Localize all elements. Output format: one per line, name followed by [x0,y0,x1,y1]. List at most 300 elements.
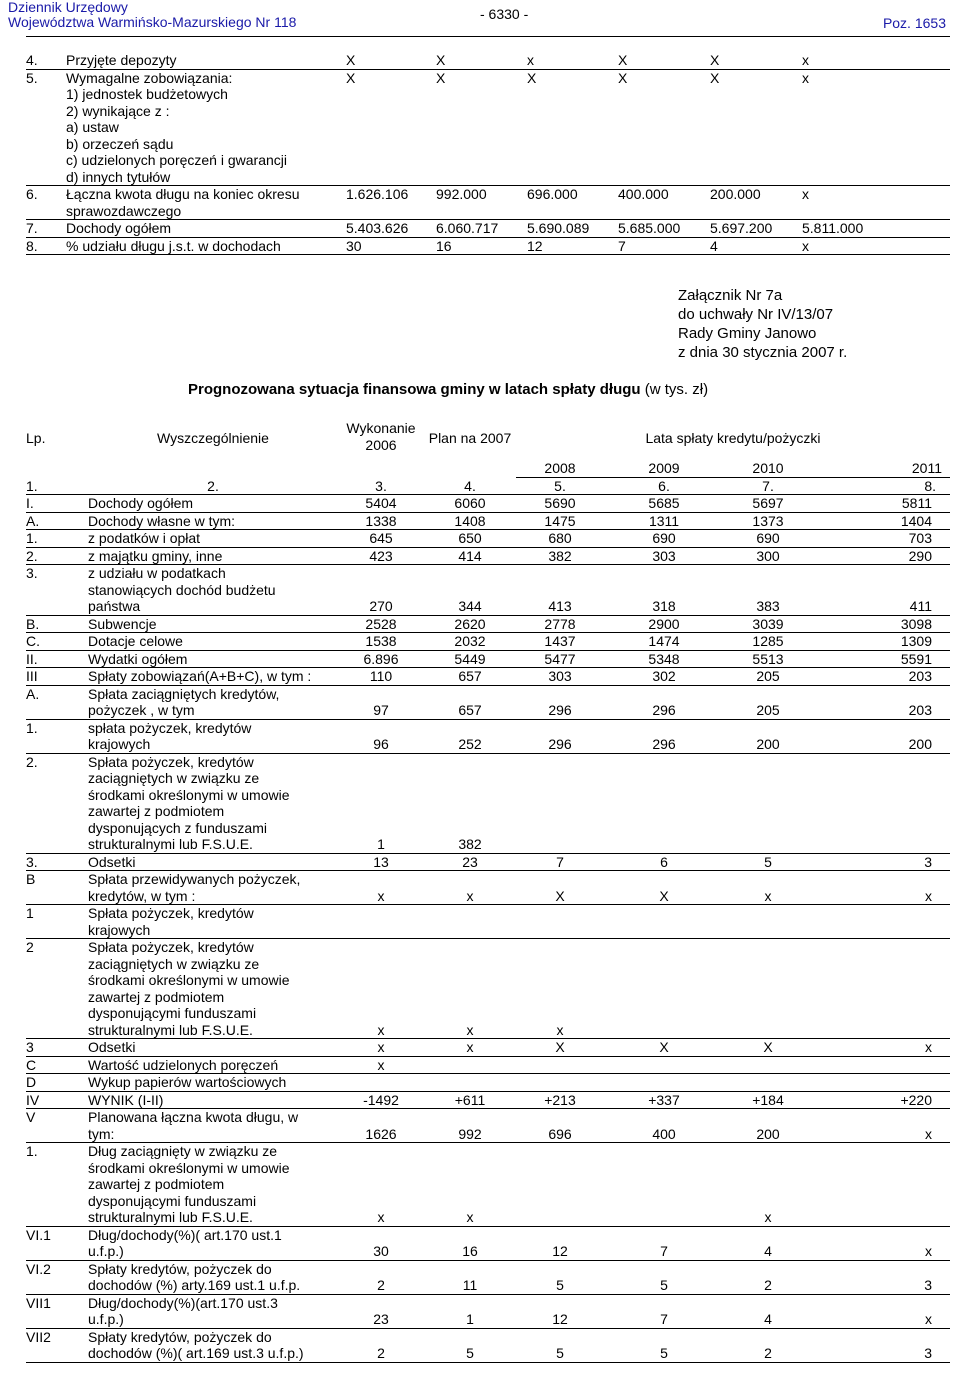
row-value: 23 [424,853,516,871]
header-spec: Wyszczególnienie [157,430,269,446]
row-value [812,939,950,1039]
page-number: - 6330 - [480,6,529,22]
row-value: 5 [516,1328,604,1362]
row-label: z majątku gminy, inne [88,547,338,565]
row-lp: 3. [26,565,88,616]
forecast-title-text: Prognozowana sytuacja finansowa gminy w latach spłaty długu [188,381,641,398]
row-value [812,1143,950,1227]
row-value: x [724,1143,812,1227]
row-lp: 1. [26,719,88,753]
row-value [516,1056,604,1074]
row-lp: 3 [26,1039,88,1057]
row-value: x [812,1226,950,1260]
row-lp: V [26,1109,88,1143]
row-value: X [612,69,704,186]
row-label: Wymagalne zobowiązania: 1) jednostek budżetowych 2) wynikające z : a) ustaw b) orzeczeń sądu c) udzielonych poręczeń i gwarancji d) innych tytułów [48,69,340,186]
row-value: X [340,69,430,186]
row-value: 657 [424,685,516,719]
row-label: Spłata pożyczek, kredytów krajowych [88,905,338,939]
row-value: 203 [812,685,950,719]
row-value: 296 [604,719,724,753]
row-lp: 1 [26,905,88,939]
row-value [516,905,604,939]
row-value: x [812,1039,950,1057]
row-value: 4 [724,1294,812,1328]
row-value: x [424,871,516,905]
row-value [424,905,516,939]
row-value: 2620 [424,615,516,633]
row-label: Dług zaciągnięty w związku ze środkami określonymi w umowie zawartej z podmiotem dysponującymi funduszami strukturalnymi lub F.S.U.E. [88,1143,338,1227]
row-value: X [604,871,724,905]
row-value: 1311 [604,512,724,530]
row-value: 5591 [812,650,950,668]
row-value: 657 [424,668,516,686]
row-value: 992.000 [430,186,521,220]
row-label: Wydatki ogółem [88,650,338,668]
row-value: X [430,52,521,69]
row-value: 1408 [424,512,516,530]
forecast-row [26,939,950,1039]
header-exec: Wykonanie 2006 [346,420,416,453]
row-number: 4. [26,52,48,69]
forecast-row [26,905,950,939]
row-label: Dług/dochody(%)(art.170 ust.3 u.f.p.) [88,1294,338,1328]
row-value: 2 [338,1328,424,1362]
row-value: X [340,52,430,69]
forecast-row [26,753,950,853]
row-value: 205 [724,668,812,686]
row-value [812,1074,950,1092]
row-value: 344 [424,565,516,616]
forecast-row [26,615,950,633]
forecast-row [26,668,950,686]
row-value: 3 [812,853,950,871]
forecast-row [26,530,950,548]
row-value [516,1143,604,1227]
row-value: x [424,939,516,1039]
row-value: 97 [338,685,424,719]
forecast-row [26,1056,950,1074]
row-value: x [424,1039,516,1057]
row-value [724,1056,812,1074]
row-value: x [338,939,424,1039]
column-number: 5. [516,477,604,495]
row-value: X [724,1039,812,1057]
row-value: 270 [338,565,424,616]
row-value: +184 [724,1091,812,1109]
row-lp: D [26,1074,88,1092]
row-value: X [704,69,796,186]
row-value: X [521,69,612,186]
row-lp: 1. [26,1143,88,1227]
row-value: 6.060.717 [430,220,521,238]
annex-line-3: Rady Gminy Janowo [678,325,817,342]
row-value: 296 [516,685,604,719]
row-label: Odsetki [88,1039,338,1057]
row-value: 1404 [812,512,950,530]
row-value: 6.896 [338,650,424,668]
row-label: Dotacje celowe [88,633,338,651]
row-value: X [612,52,704,69]
row-value [516,753,604,853]
row-value: x [796,52,950,69]
row-value: 6 [604,853,724,871]
row-value: 7 [516,853,604,871]
row-lp: C [26,1056,88,1074]
row-value: 3 [812,1260,950,1294]
row-value: 5 [424,1328,516,1362]
row-value: X [704,52,796,69]
row-lp: VI.2 [26,1260,88,1294]
row-value: 96 [338,719,424,753]
summary-row [26,237,950,255]
row-value [604,905,724,939]
annex-block [678,286,847,362]
column-number: 4. [424,477,516,495]
forecast-title [188,382,708,398]
row-value: 110 [338,668,424,686]
row-lp: VI.1 [26,1226,88,1260]
row-value: 383 [724,565,812,616]
row-value [604,1074,724,1092]
row-value: 5348 [604,650,724,668]
row-value: 296 [516,719,604,753]
row-value: 400.000 [612,186,704,220]
row-value: 413 [516,565,604,616]
voivodeship-title: Województwa Warmińsko-Mazurskiego Nr 118 [8,14,297,30]
row-value: 16 [430,237,521,255]
forecast-row [26,1328,950,1362]
row-value: X [430,69,521,186]
row-label: spłata pożyczek, kredytów krajowych [88,719,338,753]
row-value: x [812,871,950,905]
row-number: 8. [26,237,48,255]
row-value: 5 [604,1260,724,1294]
forecast-row [26,1039,950,1057]
row-value: x [424,1143,516,1227]
row-value: 3098 [812,615,950,633]
column-number: 2. [88,477,338,495]
forecast-row [26,1074,950,1092]
row-value: +220 [812,1091,950,1109]
row-value: 696.000 [521,186,612,220]
forecast-row [26,495,950,513]
row-label: % udziału długu j.s.t. w dochodach [48,237,340,255]
row-value: 411 [812,565,950,616]
column-number: 6. [604,477,724,495]
header-lp: Lp. [26,430,46,446]
row-value: 5811 [812,495,950,513]
row-value: 302 [604,668,724,686]
row-value: 5.811.000 [796,220,950,238]
summary-row [26,220,950,238]
row-value: 2528 [338,615,424,633]
row-lp: 3. [26,853,88,871]
row-value: 414 [424,547,516,565]
row-value: 4 [724,1226,812,1260]
row-value: X [604,1039,724,1057]
row-lp: A. [26,685,88,719]
row-value: 1 [338,753,424,853]
row-value: 5 [604,1328,724,1362]
forecast-row [26,719,950,753]
row-value: 7 [612,237,704,255]
row-value: 2900 [604,615,724,633]
row-value: 696 [516,1109,604,1143]
row-label: Spłaty zobowiązań(A+B+C), w tym : [88,668,338,686]
forecast-row [26,1294,950,1328]
forecast-row [26,633,950,651]
row-value: 252 [424,719,516,753]
row-value: 30 [340,237,430,255]
row-value: 296 [604,685,724,719]
row-value: 23 [338,1294,424,1328]
forecast-row [26,1109,950,1143]
row-label: Spłaty kredytów, pożyczek do dochodów (%) arty.169 ust.1 u.f.p. [88,1260,338,1294]
row-value: X [516,1039,604,1057]
row-value: 5.403.626 [340,220,430,238]
row-lp: 2. [26,547,88,565]
forecast-row [26,512,950,530]
row-value: 11 [424,1260,516,1294]
row-value: 2 [724,1328,812,1362]
row-value: x [338,1143,424,1227]
row-value: x [521,52,612,69]
column-number: 1. [26,477,88,495]
row-label: Planowana łączna kwota długu, w tym: [88,1109,338,1143]
row-value: 1437 [516,633,604,651]
row-value: 1475 [516,512,604,530]
forecast-row [26,565,950,616]
row-value: X [516,871,604,905]
row-value: 5.697.200 [704,220,796,238]
annex-line-4: z dnia 30 stycznia 2007 r. [678,344,848,361]
journal-header [8,0,296,30]
row-value: 200 [724,1109,812,1143]
row-label: Przyjęte depozyty [48,52,340,69]
row-value: 703 [812,530,950,548]
header-years-label: Lata spłaty kredytu/pożyczki [645,430,821,446]
row-label: Dochody ogółem [48,220,340,238]
row-value: 690 [724,530,812,548]
year-2008: 2008 [516,454,604,477]
row-label: Spłata zaciągniętych kredytów, pożyczek , w tym [88,685,338,719]
summary-row [26,52,950,69]
row-value: x [338,1056,424,1074]
forecast-row [26,1091,950,1109]
forecast-row [26,871,950,905]
row-value [516,1074,604,1092]
row-value [812,1056,950,1074]
forecast-header-row [26,420,950,454]
row-value: 303 [604,547,724,565]
row-value: -1492 [338,1091,424,1109]
row-value [812,905,950,939]
row-value: 4 [704,237,796,255]
row-number: 6. [26,186,48,220]
row-value: 680 [516,530,604,548]
row-label: Spłata pożyczek, kredytów zaciągniętych w związku ze środkami określonymi w umowie zawartej z podmiotem dysponującymi funduszami strukturalnymi lub F.S.U.E. [88,939,338,1039]
year-2009: 2009 [604,454,724,477]
row-value: 12 [516,1294,604,1328]
row-label: Łączna kwota długu na koniec okresu sprawozdawczego [48,186,340,220]
row-value: 12 [516,1226,604,1260]
row-value: 5449 [424,650,516,668]
year-2011: 2011 [812,454,950,477]
column-number: 3. [338,477,424,495]
row-value: 1 [424,1294,516,1328]
row-value: x [796,237,950,255]
row-value: 650 [424,530,516,548]
row-value: 16 [424,1226,516,1260]
forecast-row [26,685,950,719]
row-value: x [812,1294,950,1328]
column-number: 7. [724,477,812,495]
summary-row [26,69,950,186]
row-label: Dochody własne w tym: [88,512,338,530]
row-value: 2 [338,1260,424,1294]
row-value: 5513 [724,650,812,668]
row-value [724,753,812,853]
row-value [604,939,724,1039]
row-lp: I. [26,495,88,513]
row-value: 2032 [424,633,516,651]
forecast-row [26,1226,950,1260]
row-value: 13 [338,853,424,871]
row-label: Spłaty kredytów, pożyczek do dochodów (%)( art.169 ust.3 u.f.p.) [88,1328,338,1362]
column-number: 8. [812,477,950,495]
row-value [724,939,812,1039]
row-lp: III [26,668,88,686]
row-value: 5 [724,853,812,871]
row-label: Spłata pożyczek, kredytów zaciągniętych w związku ze środkami określonymi w umowie zawartej z podmiotem dysponujących z funduszami strukturalnymi lub F.S.U.E. [88,753,338,853]
row-value: +337 [604,1091,724,1109]
row-value: 5 [516,1260,604,1294]
row-value: 200 [812,719,950,753]
row-lp: II. [26,650,88,668]
row-value: 30 [338,1226,424,1260]
row-number: 7. [26,220,48,238]
row-value: 1.626.106 [340,186,430,220]
annex-line-1: Załącznik Nr 7a [678,287,783,304]
year-2010: 2010 [724,454,812,477]
row-lp: VII1 [26,1294,88,1328]
row-value: 7 [604,1294,724,1328]
row-value: +611 [424,1091,516,1109]
row-value: 3039 [724,615,812,633]
row-value: x [338,1039,424,1057]
row-value: 5477 [516,650,604,668]
row-value: 645 [338,530,424,548]
row-label: Dług/dochody(%)( art.170 ust.1 u.f.p.) [88,1226,338,1260]
row-lp: VII2 [26,1328,88,1362]
row-value: 5404 [338,495,424,513]
row-label: z podatków i opłat [88,530,338,548]
debt-summary-table [26,52,950,255]
row-value [604,1056,724,1074]
row-value [724,905,812,939]
row-label: Wykup papierów wartościowych [88,1074,338,1092]
row-label: Spłata przewidywanych pożyczek, kredytów, w tym : [88,871,338,905]
row-value: 1285 [724,633,812,651]
row-value: 5697 [724,495,812,513]
row-lp: 2. [26,753,88,853]
row-value: 6060 [424,495,516,513]
row-value: 423 [338,547,424,565]
row-value [724,1074,812,1092]
forecast-row [26,650,950,668]
row-value: 2778 [516,615,604,633]
row-value: x [724,871,812,905]
row-value: 12 [521,237,612,255]
row-value: 1373 [724,512,812,530]
row-number: 5. [26,69,48,186]
row-value: 5.690.089 [521,220,612,238]
row-value: 2 [724,1260,812,1294]
annex-line-2: do uchwały Nr IV/13/07 [678,306,834,323]
row-value [604,1143,724,1227]
row-label: Wartość udzielonych poręczeń [88,1056,338,1074]
row-value: 5690 [516,495,604,513]
row-value: 200 [724,719,812,753]
row-value: 1474 [604,633,724,651]
row-value: 200.000 [704,186,796,220]
row-value: 203 [812,668,950,686]
row-lp: B [26,871,88,905]
row-lp: A. [26,512,88,530]
row-value: x [516,939,604,1039]
row-label: Dochody ogółem [88,495,338,513]
row-lp: 1. [26,530,88,548]
row-lp: B. [26,615,88,633]
forecast-row [26,1260,950,1294]
forecast-unit: (w tys. zł) [644,381,709,398]
position-number: Poz. 1653 [882,15,946,31]
row-value: x [796,69,950,186]
row-value: 303 [516,668,604,686]
row-value: 290 [812,547,950,565]
header-plan: Plan na 2007 [428,430,512,446]
row-value: 382 [424,753,516,853]
row-value: +213 [516,1091,604,1109]
row-label: WYNIK (I-II) [88,1091,338,1109]
row-value: 1338 [338,512,424,530]
row-lp: IV [26,1091,88,1109]
forecast-row [26,853,950,871]
forecast-row [26,547,950,565]
column-number-row [26,477,950,495]
row-value [338,1074,424,1092]
row-value: 300 [724,547,812,565]
row-lp: 2 [26,939,88,1039]
row-value [812,753,950,853]
row-label: Odsetki [88,853,338,871]
row-value [424,1056,516,1074]
row-value: 205 [724,685,812,719]
row-value: 318 [604,565,724,616]
row-value: x [796,186,950,220]
row-value: 3 [812,1328,950,1362]
row-value [604,753,724,853]
row-value: 1538 [338,633,424,651]
row-value: 5685 [604,495,724,513]
summary-row [26,186,950,220]
row-value: x [812,1109,950,1143]
header-rule [26,36,950,37]
row-value: 7 [604,1226,724,1260]
forecast-row [26,1143,950,1227]
row-label: Subwencje [88,615,338,633]
